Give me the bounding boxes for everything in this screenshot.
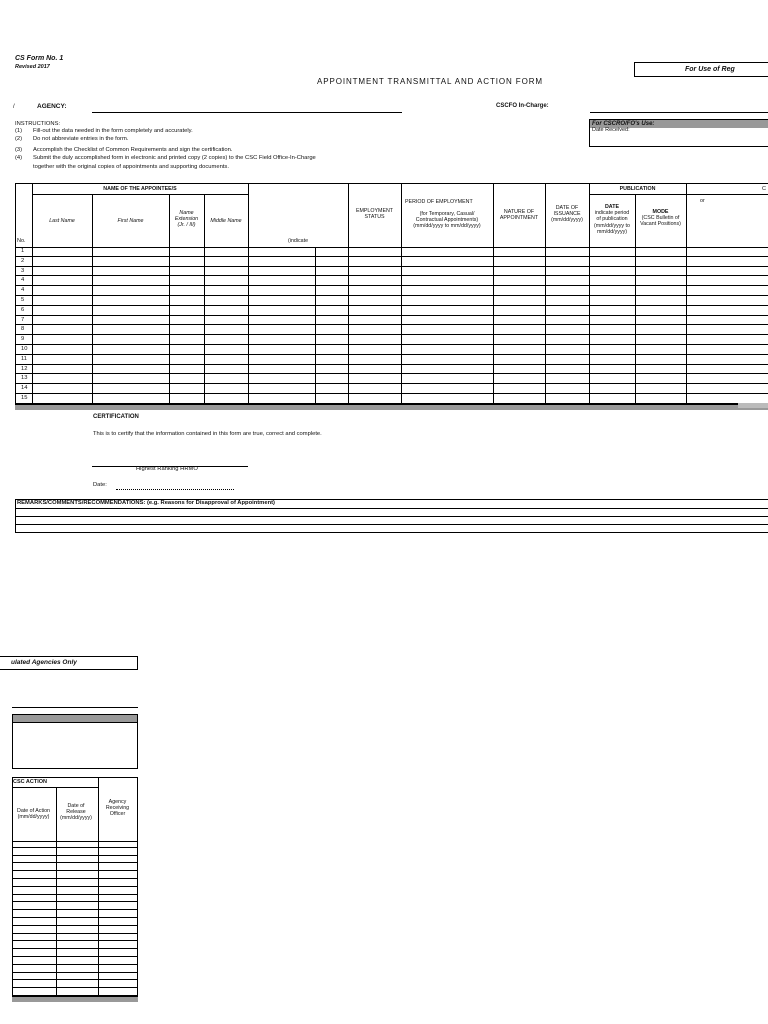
scroll-stub [738,403,768,408]
receiving-officer-line: Agency [108,799,127,805]
last-name-header: Last Name [49,218,75,224]
cscro-label: For CSCRO/FO's Use: [592,121,655,127]
or-text: or [700,198,705,204]
pub-date-line: DATE [604,204,620,210]
name-extension-line: Name [179,210,194,216]
instructions-title: INSTRUCTIONS: [15,121,61,127]
action-row[interactable] [12,973,138,981]
csc-action-bottom-bar [12,996,138,1002]
table-row[interactable] [15,286,768,296]
date-of-release-line: (mm/dd/yyyy) [60,815,92,822]
action-row[interactable] [12,871,138,879]
instruction-num: (4) [15,155,23,161]
issuance-line: ISSUANCE [553,211,581,218]
pub-mode-line: MODE [652,209,669,215]
table-row[interactable] [15,325,768,335]
table-row[interactable] [15,345,768,355]
row-number: 8 [21,326,25,333]
action-row[interactable] [12,879,138,887]
action-row[interactable] [12,980,138,988]
instruction-num: (1) [15,128,23,134]
remarks-box[interactable] [15,499,768,533]
instruction-num: (3) [15,147,23,153]
regulated-agencies-label: ulated Agencies Only [11,659,77,666]
pub-date-line: (mm/dd/yyyy to [594,222,630,229]
first-name-header: First Name [117,218,144,224]
period-line: Contractual Appointments) [415,217,479,224]
edge-letter: C [762,186,766,192]
issuance-line: DATE OF [555,205,579,211]
number-header: No. [17,238,26,244]
revised-label: Revised 2017 [15,64,50,70]
table-row[interactable] [15,296,768,306]
regulated-agencies-box [0,656,138,670]
date-received-label: Date Received: [592,127,630,133]
row-number: 7 [21,316,25,323]
row-number: 4 [21,287,25,294]
regulated-gray-header [12,714,138,723]
action-row[interactable] [12,926,138,934]
employment-status-line: STATUS [364,214,385,221]
table-row[interactable] [15,335,768,345]
row-number: 2 [21,257,25,264]
action-row[interactable] [12,863,138,871]
issuance-header [545,205,589,224]
hrmo-label: Highest Ranking HRMO [136,466,198,472]
nature-header [493,209,545,221]
instruction-num: (2) [15,136,23,142]
employment-status-line: EMPLOYMENT [355,208,394,214]
row-number: 4 [21,277,25,284]
regulated-use-box [634,62,768,77]
table-row[interactable] [15,267,768,277]
action-row[interactable] [12,965,138,973]
action-row[interactable] [12,988,138,996]
period-line: (for Temporary, Casual/ [419,211,475,217]
table-row[interactable] [15,257,768,267]
date-of-action-line: Date of Action [17,808,50,814]
receiving-officer-header [97,799,138,818]
action-row[interactable] [12,941,138,949]
table-row[interactable] [15,394,768,404]
instruction-text: Submit the duly accomplished form in electronic and printed copy (2 copies) to the CSC Field Office-In-Charge [33,155,316,161]
table-row[interactable] [15,247,768,257]
name-extension-header [169,210,204,229]
row-number: 10 [21,346,28,352]
agency-marker: / [13,104,15,110]
action-row[interactable] [12,918,138,926]
action-row[interactable] [12,902,138,910]
action-row[interactable] [12,840,138,848]
date-of-release-line: Release [66,809,86,816]
cscfo-label: CSCFO In-Charge: [496,103,549,109]
pub-date-line: mm/dd/yyyy) [596,228,628,235]
table-row[interactable] [15,384,768,394]
instruction-text: Fill-out the data needed in the form completely and accurately. [33,128,193,134]
csc-action-title: CSC ACTION [13,779,48,785]
date-of-action-header [12,808,55,820]
date-of-release-header [55,803,97,822]
agency-label: AGENCY: [37,103,67,110]
pub-date-line: indicate period [594,210,630,217]
agency-field[interactable] [92,112,402,113]
regulated-info-box[interactable] [12,723,138,769]
action-row[interactable] [12,957,138,965]
certification-text: This is to certify that the information contained in this form are true, correct and complete. [93,431,322,437]
receiving-officer-line: Officer [109,811,126,818]
regulated-use-label: For Use of Reg [685,66,735,73]
remarks-label: REMARKS/COMMENTS/RECOMMENDATIONS: (e.g. Reasons for Disapproval of Appointment) [17,500,275,506]
employment-status-header [348,208,401,220]
action-row[interactable] [12,910,138,918]
row-number: 11 [21,355,28,362]
table-row[interactable] [15,306,768,316]
date-received-box[interactable] [589,127,768,147]
instruction-text: Do not abbreviate entries in the form. [33,136,129,142]
row-number: 13 [21,375,28,382]
action-row[interactable] [12,887,138,895]
action-row[interactable] [12,895,138,903]
cert-date-field[interactable] [116,489,234,490]
row-number: 9 [21,336,25,343]
row-number: 1 [21,248,25,254]
table-row[interactable] [15,374,768,384]
instruction-continuation: together with the original copies of appointments and supporting documents. [33,164,229,170]
publication-header: PUBLICATION [619,186,656,192]
row-number: 12 [21,365,28,372]
action-row[interactable] [12,848,138,856]
instruction-text: Accomplish the Checklist of Common Requirements and sign the certification. [33,147,233,153]
row-number: 15 [21,395,28,401]
period-header: PERIOD OF EMPLOYMENT [405,199,473,205]
table-row[interactable] [15,276,768,286]
row-number: 14 [21,385,28,392]
row-number: 6 [21,306,25,313]
receiving-officer-line: Receiving [105,805,130,812]
row-number: 3 [21,267,25,274]
pub-mode-line: (CSC Bulletin of [641,215,680,222]
middle-name-header: Middle Name [210,218,242,224]
pub-mode-line: Vacant Positions) [640,221,681,228]
cscfo-field[interactable] [590,112,768,113]
row-number: 5 [21,297,25,303]
nature-line: APPOINTMENT [499,215,539,222]
form-code: CS Form No. 1 [15,55,64,62]
table-row[interactable] [15,316,768,326]
action-row[interactable] [12,949,138,957]
form-title: APPOINTMENT TRANSMITTAL AND ACTION FORM [317,77,543,86]
action-row[interactable] [12,934,138,942]
name-extension-line: Extension [174,216,199,223]
date-of-action-line: (mm/dd/yyyy) [17,814,50,821]
certification-title: CERTIFICATION [93,414,139,420]
date-of-release-line: Date of [67,803,85,809]
name-extension-line: (Jr. / III) [177,222,196,229]
publication-date-header [589,204,635,235]
table-bottom-bar [15,404,768,410]
period-line: (mm/dd/yyyy to mm/dd/yyyy) [413,223,481,230]
table-row[interactable] [15,355,768,365]
name-header: NAME OF THE APPOINTEE/S [103,186,177,192]
regulated-line [12,707,138,708]
indicate-note: (indicate [288,238,309,244]
period-subheader [401,211,493,230]
issuance-line: (mm/dd/yyyy) [551,217,583,224]
cert-date-label: Date: [93,482,107,488]
publication-mode-header [635,209,686,228]
nature-line: NATURE OF [503,209,535,215]
action-row[interactable] [12,856,138,864]
pub-date-line: of publication [596,216,628,223]
table-row[interactable] [15,365,768,375]
